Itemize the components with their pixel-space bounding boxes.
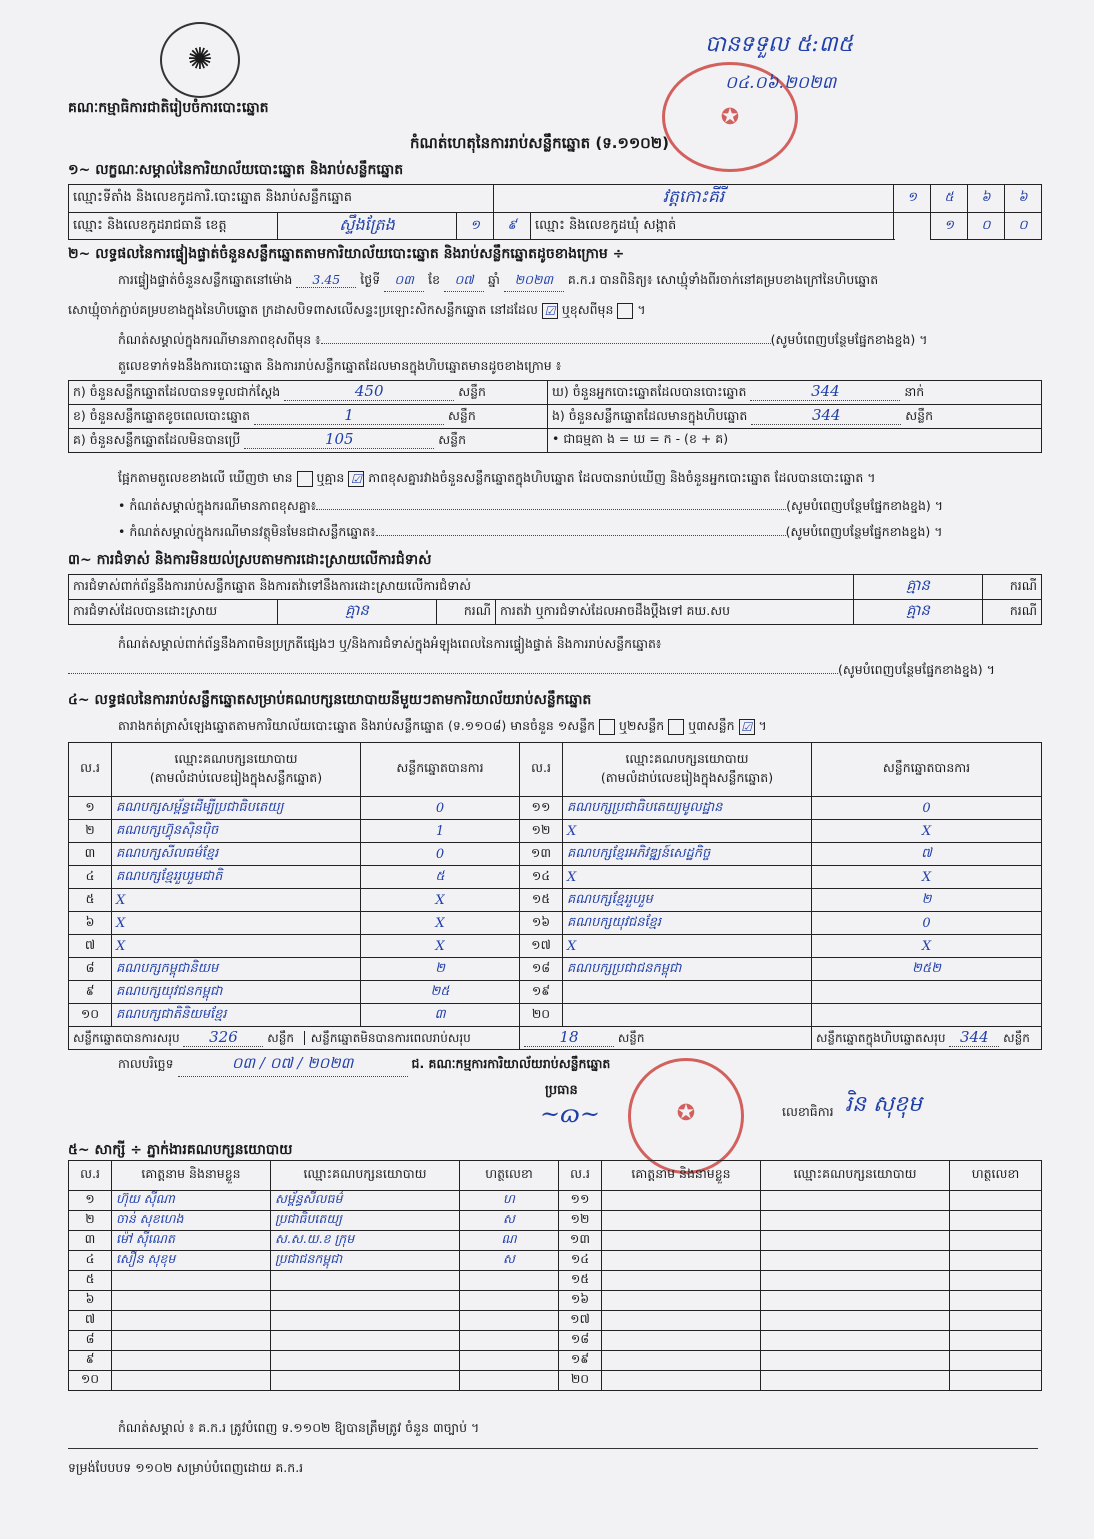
handwritten-date-top: ០៤.០៦.២០២៣ <box>725 73 837 93</box>
witness-row <box>69 1371 1042 1391</box>
results-row <box>69 820 1042 843</box>
result-no-left: ៤ <box>69 866 112 889</box>
location-code-3: ៦ <box>968 185 1005 213</box>
col-votes-right: សន្លឹកឆ្នោតបានការ <box>812 743 1042 797</box>
witness-name-right <box>602 1271 761 1291</box>
spoiled-ballots-value: 1 <box>254 406 444 425</box>
figures-intro: តួលេខទាក់ទងនឹងការបោះឆ្នោត និងការរាប់សន្លឹកឆ្នោតដែលមានក្នុងហិបឆ្នោតមានដូចខាងក្រោម ៖ <box>118 358 562 373</box>
received-ballots-label: ក) ចំនួនសន្លឹកឆ្នោតដែលបានទទួលជាក់ស្តែង 450 សន្លឹក <box>69 381 548 405</box>
witness-name-left: ម៉ៅ ស៊ីណេត <box>112 1231 271 1251</box>
result-no-right: ១៧ <box>520 935 563 958</box>
result-votes-left: X <box>361 889 520 912</box>
witness-party-left <box>271 1371 460 1391</box>
witness-party-left <box>271 1331 460 1351</box>
result-no-left: ៩ <box>69 981 112 1004</box>
result-party-right: គណបក្សខ្មែររួបរួម <box>563 889 812 912</box>
witness-name-left <box>112 1291 271 1311</box>
witness-name-right <box>602 1311 761 1331</box>
witness-sign-right <box>950 1191 1042 1211</box>
section1-title: ១~ លក្ខណៈសម្គាល់នៃការិយាល័យបោះឆ្នោត និងរាប់សន្លឹកឆ្នោត <box>68 162 404 178</box>
witness-no-right: ១៧ <box>559 1311 602 1331</box>
result-votes-right: 0 <box>812 912 1042 935</box>
witness-sign-left <box>460 1371 559 1391</box>
witness-sign-right <box>950 1271 1042 1291</box>
difference-line: ផ្អែកតាមតួលេខខាងលើ ឃើញថា មាន ឬគ្មាន ☑ ភាពខុសគ្នារវាងចំនួនសន្លឹកឆ្នោតក្នុងហិបឆ្នោត ដែលបានរាប់ឃើញ និងចំនួនអ្នកបោះឆ្នោត ដែលបានបោះឆ្នោត ។ <box>118 470 876 486</box>
results-row <box>69 866 1042 889</box>
footer-text: ទម្រង់បែបបទ ១១០២ សម្រាប់បំពេញដោយ គ.ក.រ <box>68 1460 304 1475</box>
witness-party-right <box>761 1231 950 1251</box>
result-no-right: ២០ <box>520 1004 563 1027</box>
witness-row <box>69 1351 1042 1371</box>
witness-party-left <box>271 1311 460 1331</box>
section2-title: ២~ លទ្ធផលនៃការផ្ទៀងផ្ទាត់ចំនួនសន្លឹកឆ្នោតតាមការិយាល័យបោះឆ្នោត និងរាប់សន្លឹកឆ្នោតដូចខាងក្រោម ÷ <box>68 246 625 262</box>
total-invalid-cell: 18 សន្លឹក <box>520 1027 812 1050</box>
result-votes-right: X <box>812 866 1042 889</box>
verification-line1: ការផ្ទៀងផ្ទាត់ចំនួនសន្លឹកឆ្នោតនៅម៉ោង 3.45 ថ្ងៃទី ០៣ ខែ ០៧ ឆ្នាំ ២០២៣ គ.ក.រ បានពិនិត្យ៖ សោឃ្មុំទាំងពីរចាក់នៅគម្របខាងក្រៅនៃហិបឆ្នោត <box>118 272 1048 292</box>
official-stamp-bottom: ✪ <box>628 1058 744 1174</box>
results-table <box>68 742 1042 1050</box>
witness-party-left: ស.ស.យ.ខ ក្រុម <box>271 1231 460 1251</box>
witness-no-right: ១៤ <box>559 1251 602 1271</box>
result-party-left: គណបក្សកម្ពុជានិយម <box>112 958 361 981</box>
result-party-right <box>563 1004 812 1027</box>
witness-sign-left: ហ <box>460 1191 559 1211</box>
witness-party-left: សម្ព័ន្ធសីលធម៌ <box>271 1191 460 1211</box>
resolved-case: ករណី <box>437 600 496 625</box>
witness-row <box>69 1191 1042 1211</box>
complaint-label: ការតវ៉ា ឬការជំទាស់ដែលអាចដឹងប្តឹងទៅ គឃ.សប <box>496 600 854 625</box>
resolved-label: ការជំទាស់ដែលបានដោះស្រាយ <box>69 600 278 625</box>
complaint-value: គ្មាន <box>854 600 983 625</box>
handwritten-received: បានទទួល ៥:៣៥ <box>705 32 854 57</box>
witness-name-right <box>602 1331 761 1351</box>
col-no-left: ល.រ <box>69 743 112 797</box>
footer-rule <box>68 1448 1038 1449</box>
result-votes-right: ២ <box>812 889 1042 912</box>
date-line: កាលបរិច្ឆេទ ០៣ / ០៧ / ២០២៣ ជ. គណៈកម្មការការិយាល័យរាប់សន្លឹកឆ្នោត <box>118 1054 610 1077</box>
witness-name-left: ហ៊ុយ ស៊ីណា <box>112 1191 271 1211</box>
secretary-name: រិន សុខុម <box>845 1092 922 1117</box>
result-votes-right: ៧ <box>812 843 1042 866</box>
irregularity-note: កំណត់សម្គាល់ពាក់ព័ន្ធនឹងភាពមិនប្រក្រតីផ្សេងៗ ឬ/និងការជំទាស់ក្នុងអំឡុងពេលនៃការផ្ទៀងផ្ទាត់ និងការរាប់សន្លឹកឆ្នោត៖ <box>118 636 662 651</box>
results-row <box>69 912 1042 935</box>
witness-party-right <box>761 1371 950 1391</box>
witness-no-left: ៧ <box>69 1311 112 1331</box>
form-title: កំណត់ហេតុនៃការរាប់សន្លឹកឆ្នោត (ទ.១១០២) <box>410 134 670 152</box>
result-party-left: គណបក្សសីលធម៌ខ្មែរ <box>112 843 361 866</box>
org-label: គណៈកម្មាធិការជាតិរៀបចំការបោះឆ្នោត <box>68 100 269 116</box>
note-difference: • កំណត់សម្គាល់ក្នុងករណីមានភាពខុសគ្នា៖ (សូមបំពេញបន្ថែមផ្នែកខាងខ្នង) ។ <box>118 498 943 513</box>
witness-name-left <box>112 1351 271 1371</box>
spoiled-ballots-label: ខ) ចំនួនសន្លឹកឆ្នោតខូចពេលបោះឆ្នោត 1 សន្លឹក <box>69 405 548 429</box>
witness-sign-left <box>460 1271 559 1291</box>
result-votes-left: ២៥ <box>361 981 520 1004</box>
results-row <box>69 843 1042 866</box>
witness-party-left <box>271 1291 460 1311</box>
witness-sign-right <box>950 1331 1042 1351</box>
witness-sign-right <box>950 1371 1042 1391</box>
total-valid-value: 326 <box>183 1028 263 1047</box>
verification-year: ២០២៣ <box>504 272 564 292</box>
w-col-name-right: គោត្តនាម និងនាមខ្លួន <box>602 1161 761 1191</box>
result-no-right: ១៥ <box>520 889 563 912</box>
witness-no-right: ១៣ <box>559 1231 602 1251</box>
objection-label: ការជំទាស់ពាក់ព័ន្ធនឹងការរាប់សន្លឹកឆ្នោត និងការតវ៉ាទៅនឹងការដោះស្រាយលើការជំទាស់ <box>69 575 854 600</box>
checkbox-3-sheets: ☑ <box>739 719 755 735</box>
section5-note: កំណត់សម្គាល់ ៖ គ.ក.រ ត្រូវបំពេញ ទ.១១០២ ឱ្យបានត្រឹមត្រូវ ចំនួន ៣ច្បាប់ ។ <box>118 1420 480 1435</box>
checkbox-2-sheets <box>668 719 684 735</box>
voters-voted-label: ឃ) ចំនួនអ្នកបោះឆ្នោតដែលបានបោះឆ្នោត 344 នាក់ <box>548 381 1042 405</box>
result-party-left: គណបក្សខ្មែររួបរួមជាតិ <box>112 866 361 889</box>
witness-name-right <box>602 1291 761 1311</box>
witness-party-left: ប្រជាជនកម្ពុជា <box>271 1251 460 1271</box>
province-code-1: ១ <box>457 213 494 240</box>
checkbox-no-diff: ☑ <box>348 471 364 487</box>
chair-signature: ~ɷ~ <box>540 1100 600 1128</box>
unused-ballots-label: គ) ចំនួនសន្លឹកឆ្នោតដែលមិនបានប្រើ 105 សន្លឹក <box>69 429 548 453</box>
witness-party-left: ប្រជាធិបតេយ្យ <box>271 1211 460 1231</box>
witness-sign-left <box>460 1291 559 1311</box>
verification-day: ០៣ <box>384 272 424 292</box>
checkbox-1-sheet <box>599 719 615 735</box>
formula-note: • ជាធម្មតា ង = ឃ = ក - (ខ + គ) <box>548 429 1042 453</box>
result-party-right: X <box>563 820 812 843</box>
result-party-right: X <box>563 935 812 958</box>
witness-table <box>68 1160 1042 1391</box>
w-col-party-left: ឈ្មោះគណបក្សនយោបាយ <box>271 1161 460 1191</box>
result-party-right: គណបក្សប្រជាជនកម្ពុជា <box>563 958 812 981</box>
witness-row <box>69 1251 1042 1271</box>
commune-label: ឈ្មោះ និងលេខកូដឃុំ សង្កាត់ <box>531 213 894 240</box>
checkbox-different <box>617 303 633 319</box>
result-party-right: X <box>563 866 812 889</box>
province-code-2: ៩ <box>494 213 531 240</box>
witness-party-right <box>761 1311 950 1331</box>
result-party-right <box>563 981 812 1004</box>
witness-party-right <box>761 1211 950 1231</box>
complaint-case: ករណី <box>983 600 1042 625</box>
total-valid-cell: សន្លឹកឆ្នោតបានការសរុប 326 សន្លឹក សន្លឹកឆ្នោតមិនបានការពេលរាប់សរុប <box>69 1027 520 1050</box>
verification-line2: សោឃ្មុំចាក់ភ្ជាប់គម្របខាងក្នុងនៃហិបឆ្នោត ក្រដាសបិទពាសលើសន្ទះប្រឡោះសិកសន្លឹកឆ្នោត នៅដដែល ☑ ឬខុសពីមុន ។ <box>68 302 646 318</box>
result-party-left: គណបក្សសម្ព័ន្ធដើម្បីប្រជាធិបតេយ្យ <box>112 797 361 820</box>
emblem-logo: ✺ <box>160 22 240 98</box>
result-no-right: ១៤ <box>520 866 563 889</box>
result-party-left: X <box>112 912 361 935</box>
witness-name-right <box>602 1251 761 1271</box>
result-no-left: ១ <box>69 797 112 820</box>
location-code-4: ៦ <box>1005 185 1042 213</box>
witness-row <box>69 1211 1042 1231</box>
w-col-name-left: គោត្តនាម និងនាមខ្លួន <box>112 1161 271 1191</box>
witness-sign-right <box>950 1211 1042 1231</box>
witness-name-right <box>602 1371 761 1391</box>
chair-label: ប្រធាន <box>545 1083 578 1098</box>
witness-no-left: ៥ <box>69 1271 112 1291</box>
witness-party-right <box>761 1291 950 1311</box>
w-col-no-right: ល.រ <box>559 1161 602 1191</box>
result-no-right: ១៦ <box>520 912 563 935</box>
witness-sign-left: ស <box>460 1211 559 1231</box>
tally-sheet-count: តារាងកត់ត្រាសំឡេងឆ្នោតតាមការិយាល័យបោះឆ្នោត និងរាប់សន្លឹកឆ្នោត (ទ.១១០៨) មានចំនួន ១សន្លឹក ឬ២សន្លឹក ឬ៣សន្លឹក ☑ ។ <box>118 718 767 734</box>
result-votes-left: ៥ <box>361 866 520 889</box>
witness-no-left: ២ <box>69 1211 112 1231</box>
results-row <box>69 958 1042 981</box>
result-votes-left: 1 <box>361 820 520 843</box>
section1-table <box>68 184 1042 240</box>
witness-name-left: សឿន សុខុម <box>112 1251 271 1271</box>
results-row <box>69 889 1042 912</box>
commune-code-2: ០ <box>968 213 1005 240</box>
witness-name-left <box>112 1311 271 1331</box>
received-ballots-value: 450 <box>284 382 454 401</box>
result-votes-right: 0 <box>812 797 1042 820</box>
result-votes-left: X <box>361 912 520 935</box>
witness-name-left <box>112 1331 271 1351</box>
col-no-right: ល.រ <box>520 743 563 797</box>
witness-sign-right <box>950 1311 1042 1331</box>
witness-name-left <box>112 1371 271 1391</box>
total-box-cell: សន្លឹកឆ្នោតក្នុងហិបឆ្នោតសរុប 344 សន្លឹក <box>812 1027 1042 1050</box>
result-party-left: X <box>112 889 361 912</box>
witness-party-right <box>761 1351 950 1371</box>
result-no-right: ១២ <box>520 820 563 843</box>
witness-party-right <box>761 1271 950 1291</box>
witness-sign-left <box>460 1311 559 1331</box>
witness-no-right: ១១ <box>559 1191 602 1211</box>
location-value: វត្តកោះគីរី <box>494 185 894 213</box>
result-votes-left: X <box>361 935 520 958</box>
witness-no-left: ១០ <box>69 1371 112 1391</box>
result-votes-right <box>812 1004 1042 1027</box>
col-party-left: ឈ្មោះគណបក្សនយោបាយ (តាមលំដាប់លេខរៀងក្នុងសន្លឹកឆ្នោត) <box>112 743 361 797</box>
unused-ballots-value: 105 <box>244 430 434 449</box>
witness-no-left: ៤ <box>69 1251 112 1271</box>
w-col-no-left: ល.រ <box>69 1161 112 1191</box>
witness-sign-left <box>460 1351 559 1371</box>
witness-sign-right <box>950 1291 1042 1311</box>
result-no-left: ៣ <box>69 843 112 866</box>
witness-row <box>69 1231 1042 1251</box>
section4-title: ៤~ លទ្ធផលនៃការរាប់សន្លឹកឆ្នោតសម្រាប់គណបក្សនយោបាយនីមួយៗតាមការិយាល័យរាប់សន្លឹកឆ្នោត <box>68 692 592 708</box>
witness-row <box>69 1311 1042 1331</box>
result-no-right: ១៨ <box>520 958 563 981</box>
verification-month: ០៧ <box>444 272 484 292</box>
witness-name-left: ចាន់ សុខហេង <box>112 1211 271 1231</box>
result-no-left: ៧ <box>69 935 112 958</box>
witness-party-left <box>271 1271 460 1291</box>
result-votes-right: ២៥២ <box>812 958 1042 981</box>
result-party-left: គណបក្សជាតិនិយមខ្មែរ <box>112 1004 361 1027</box>
result-no-left: ៥ <box>69 889 112 912</box>
witness-no-right: ១៨ <box>559 1331 602 1351</box>
result-votes-left: ៣ <box>361 1004 520 1027</box>
witness-no-right: ១២ <box>559 1211 602 1231</box>
witness-no-right: ១៥ <box>559 1271 602 1291</box>
w-col-sign-right: ហត្ថលេខា <box>950 1161 1042 1191</box>
result-party-left: X <box>112 935 361 958</box>
w-col-sign-left: ហត្ថលេខា <box>460 1161 559 1191</box>
witness-no-left: ៨ <box>69 1331 112 1351</box>
location-label: ឈ្មោះទីតាំង និងលេខកូដការិ.បោះឆ្នោត និងរាប់សន្លឹកឆ្នោត <box>69 185 494 213</box>
result-votes-left: 0 <box>361 797 520 820</box>
results-row <box>69 797 1042 820</box>
location-code-1: ១ <box>894 185 931 213</box>
result-party-right: គណបក្សខ្មែរអភិវឌ្ឍន៍សេដ្ឋកិច្ច <box>563 843 812 866</box>
committee-label: ជ. គណៈកម្មការការិយាល័យរាប់សន្លឹកឆ្នោត <box>411 1056 611 1071</box>
total-box-value: 344 <box>949 1028 999 1047</box>
witness-no-right: ២០ <box>559 1371 602 1391</box>
witness-no-left: ៦ <box>69 1291 112 1311</box>
result-party-right: គណបក្សយុវជនខ្មែរ <box>563 912 812 935</box>
result-no-left: ២ <box>69 820 112 843</box>
witness-row <box>69 1291 1042 1311</box>
witness-no-left: ៣ <box>69 1231 112 1251</box>
witness-sign-left <box>460 1331 559 1351</box>
secretary-label: លេខាធិការ <box>782 1104 834 1119</box>
result-party-right: គណបក្សប្រជាធិបតេយ្យមូលដ្ឋាន <box>563 797 812 820</box>
irregularity-note-line: (សូមបំពេញបន្ថែមផ្នែកខាងខ្នង) ។ <box>68 662 1043 681</box>
result-votes-right: X <box>812 820 1042 843</box>
witness-name-right <box>602 1351 761 1371</box>
witness-sign-right <box>950 1251 1042 1271</box>
witness-name-right <box>602 1231 761 1251</box>
witness-party-right <box>761 1251 950 1271</box>
witness-no-right: ១៩ <box>559 1351 602 1371</box>
total-invalid-value: 18 <box>524 1028 614 1047</box>
result-no-left: ១០ <box>69 1004 112 1027</box>
date-value: ០៣ / ០៧ / ២០២៣ <box>178 1054 408 1077</box>
figures-table <box>68 380 1042 453</box>
section3-table <box>68 574 1042 625</box>
section5-title: ៥~ សាក្សី ÷ ភ្នាក់ងារគណបក្សនយោបាយ <box>68 1142 293 1158</box>
results-row <box>69 935 1042 958</box>
checkbox-has-diff <box>297 471 313 487</box>
ballots-in-box-value: 344 <box>751 406 901 425</box>
result-votes-right <box>812 981 1042 1004</box>
note-diff-previous: កំណត់សម្គាល់ក្នុងករណីមានភាពខុសពីមុន ៖ (សូមបំពេញបន្ថែមផ្នែកខាងខ្នង) ។ <box>118 332 928 347</box>
witness-no-right: ១៦ <box>559 1291 602 1311</box>
col-party-right: ឈ្មោះគណបក្សនយោបាយ (តាមលំដាប់លេខរៀងក្នុងសន្លឹកឆ្នោត) <box>563 743 812 797</box>
witness-party-right <box>761 1331 950 1351</box>
ballots-in-box-label: ង) ចំនួនសន្លឹកឆ្នោតដែលមានក្នុងហិបឆ្នោត 344 សន្លឹក <box>548 405 1042 429</box>
witness-party-right <box>761 1191 950 1211</box>
result-no-left: ៦ <box>69 912 112 935</box>
witness-name-right <box>602 1191 761 1211</box>
results-row <box>69 981 1042 1004</box>
verification-time: 3.45 <box>296 272 356 288</box>
result-party-left: គណបក្សហ៊្វុនស៊ិនប៉ិច <box>112 820 361 843</box>
result-no-right: ១៩ <box>520 981 563 1004</box>
location-code-2: ៥ <box>931 185 968 213</box>
checkbox-same: ☑ <box>542 303 558 319</box>
w-col-party-right: ឈ្មោះគណបក្សនយោបាយ <box>761 1161 950 1191</box>
commune-code-3: ០ <box>1005 213 1042 240</box>
province-value: ស្ទឹងត្រែង <box>278 213 457 240</box>
voters-voted-value: 344 <box>750 382 900 401</box>
section3-title: ៣~ ការជំទាស់ និងការមិនយល់ស្របតាមការដោះស្រាយលើការជំទាស់ <box>68 552 432 568</box>
commune-code-1: ១ <box>931 213 968 240</box>
resolved-value: គ្មាន <box>278 600 437 625</box>
official-stamp-top: ✪ <box>662 62 798 172</box>
result-no-right: ១១ <box>520 797 563 820</box>
result-no-right: ១៣ <box>520 843 563 866</box>
witness-no-left: ១ <box>69 1191 112 1211</box>
result-votes-right: X <box>812 935 1042 958</box>
witness-no-left: ៩ <box>69 1351 112 1371</box>
witness-name-left <box>112 1271 271 1291</box>
result-no-left: ៨ <box>69 958 112 981</box>
witness-sign-right <box>950 1351 1042 1371</box>
objection-case: ករណី <box>983 575 1042 600</box>
witness-row <box>69 1271 1042 1291</box>
province-label: ឈ្មោះ និងលេខកូដរាជធានី ខេត្ត <box>69 213 278 240</box>
result-votes-left: 0 <box>361 843 520 866</box>
result-party-left: គណបក្សយុវជនកម្ពុជា <box>112 981 361 1004</box>
witness-sign-right <box>950 1231 1042 1251</box>
result-votes-left: ២ <box>361 958 520 981</box>
witness-sign-left: ណ <box>460 1231 559 1251</box>
witness-name-right <box>602 1211 761 1231</box>
col-votes-left: សន្លឹកឆ្នោតបានការ <box>361 743 520 797</box>
note-non-ballot: • កំណត់សម្គាល់ក្នុងករណីមានវត្ថុមិនមែនជាសន្លឹកឆ្នោត៖ (សូមបំពេញបន្ថែមផ្នែកខាងខ្នង) ។ <box>118 524 943 539</box>
results-row <box>69 1004 1042 1027</box>
witness-sign-left: ស <box>460 1251 559 1271</box>
witness-party-left <box>271 1351 460 1371</box>
witness-row <box>69 1331 1042 1351</box>
objection-value: គ្មាន <box>854 575 983 600</box>
